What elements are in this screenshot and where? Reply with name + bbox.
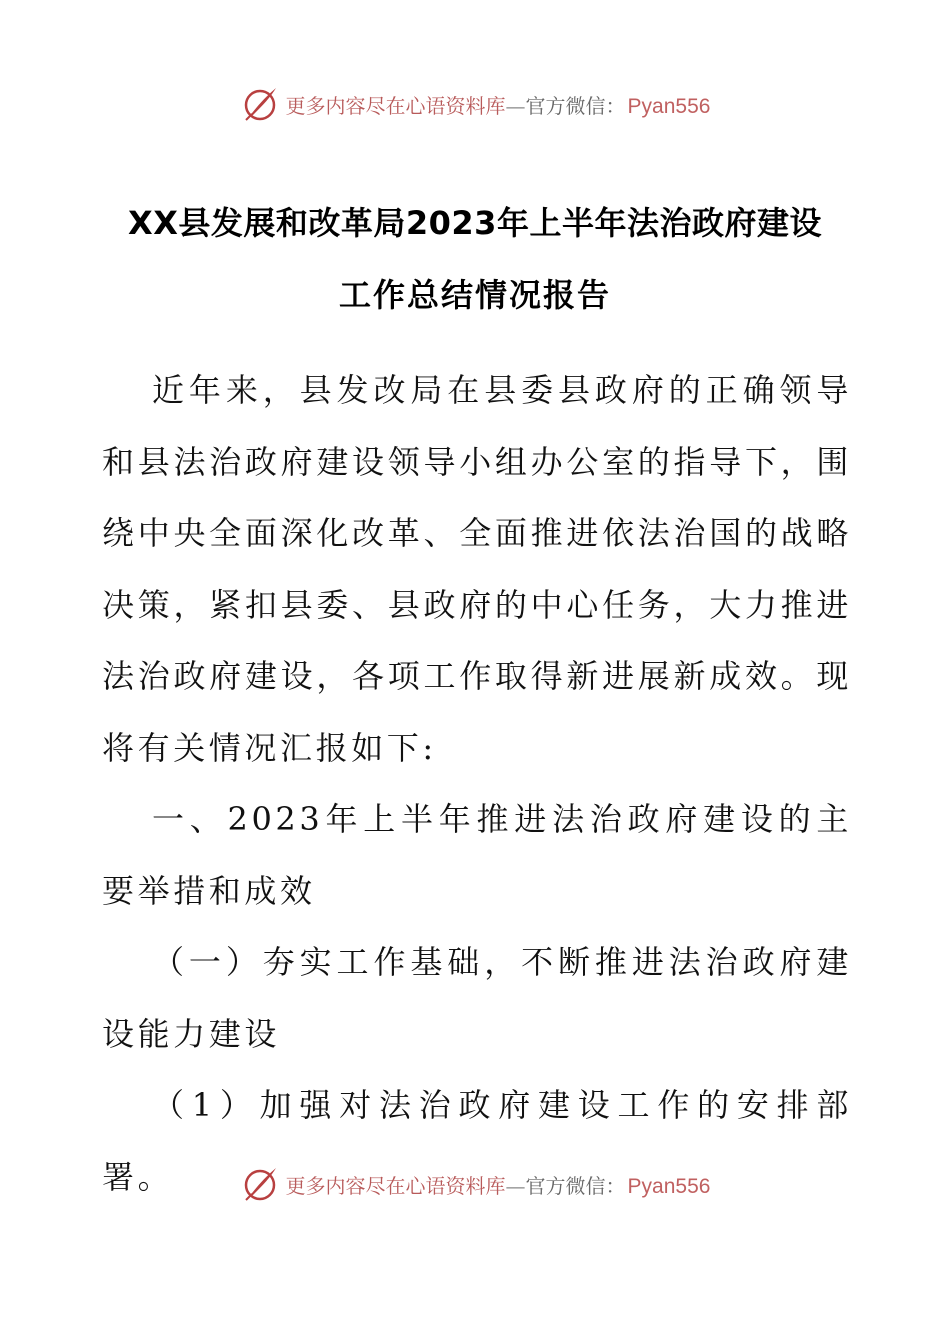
quill-pen-logo-icon [240, 84, 280, 124]
watermark-wechat-label: 官方微信： [525, 1173, 626, 1198]
document-title-line-2: 工作总结情况报告 [338, 276, 611, 314]
document-body [102, 355, 852, 1213]
watermark-wechat-id: Pyan556 [627, 1174, 711, 1198]
item-heading-1: （1）加强对法治政府建设工作的安排部署。 [102, 1086, 852, 1196]
quill-pen-logo-icon [240, 1164, 280, 1204]
watermark-brand-text: 更多内容尽在心语资料库 [285, 1173, 506, 1198]
section-heading-1: 一、2023年上半年推进法治政府建设的主要举措和成效 [102, 800, 852, 910]
watermark-brand-text: 更多内容尽在心语资料库 [285, 93, 506, 118]
header-watermark [0, 82, 950, 126]
watermark-wechat-label: 官方微信： [525, 93, 626, 118]
subsection-heading-1: （一）夯实工作基础，不断推进法治政府建设能力建设 [102, 943, 852, 1053]
watermark-dash: — [505, 93, 526, 118]
watermark-dash: — [505, 1173, 526, 1198]
watermark-wechat-id: Pyan556 [627, 94, 711, 118]
intro-paragraph: 近年来，县发改局在县委县政府的正确领导和县法治政府建设领导小组办公室的指导下，围绕中央全面深化改革、全面推进依法治国的战略决策，紧扣县委、县政府的中心任务，大力推进法治政府建设，各项工作取得新进展新成效。现将有关情况汇报如下: [102, 371, 852, 767]
document-title-line-1: XX县发展和改革局2023年上半年法治政府建设 [128, 204, 822, 242]
footer-watermark [0, 1162, 950, 1206]
